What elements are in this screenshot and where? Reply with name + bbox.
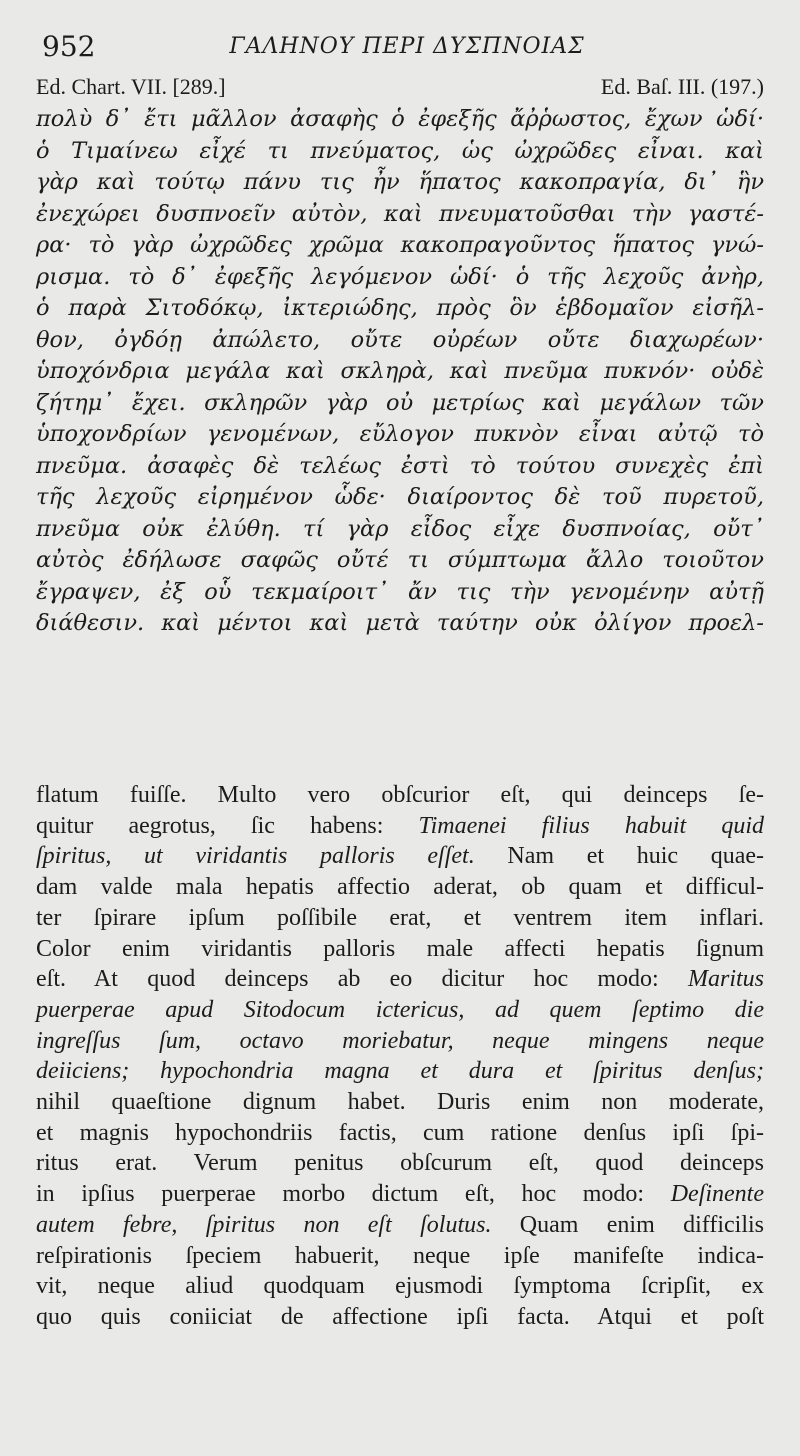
greek-line: ὑποχόνδρια μεγάλα καὶ σκληρὰ, καὶ πνεῦμα πυκνόν· οὐδὲ: [36, 358, 764, 384]
greek-line: ζήτημ᾽ ἔχει. σκληρῶν γὰρ οὐ μετρίως καὶ μεγάλων τῶν: [36, 389, 764, 416]
latin-line: [36, 1210, 764, 1241]
greek-line: ὁ παρὰ Σιτοδόκῳ, ἰκτεριώδης, πρὸς ὃν ἑβδομαῖον εἰσῆλ-: [36, 295, 764, 321]
latin-text: flatum fuiſſe. Multo vero obſcurior eſt, qui deinceps ſe-: [36, 782, 764, 808]
greek-line: πνεῦμα οὐκ ἐλύθη. τί γὰρ εἶδος εἶχε δυσπνοίας, οὔτ᾽: [36, 515, 764, 542]
latin-text: Nam et huic quae-: [474, 843, 765, 870]
latin-quotation: puerperae apud Sitodocum ictericus, ad quem ſeptimo die: [36, 996, 764, 1023]
latin-text: quo quis coniiciat de affectione ipſi facta. Atqui et poſt: [36, 1303, 764, 1330]
latin-quotation: ingreſſus ſum, octavo moriebatur, neque mingens neque: [36, 1027, 764, 1054]
latin-text: quitur aegrotus, ſic habens:: [36, 812, 419, 839]
latin-line: [36, 1179, 764, 1210]
latin-text: eſt. At quod deinceps ab eo dicitur hoc modo:: [36, 966, 688, 993]
greek-line: θον, ὀγδόῃ ἀπώλετο, οὔτε οὐρέων οὔτε διαχωρέων·: [36, 326, 764, 353]
latin-text: dam valde mala hepatis affectio aderat, ob quam et difficul-: [36, 874, 764, 901]
greek-line: ρα· τὸ γὰρ ὠχρῶδες χρῶμα κακοπραγοῦντος ἥπατος γνώ-: [36, 232, 764, 258]
latin-text: Quam enim difficilis: [491, 1211, 764, 1238]
latin-text: nihil quaeſtione dignum habet. Duris enim non moderate,: [36, 1089, 764, 1116]
latin-text: ritus erat. Verum penitus obſcurum eſt, quod deinceps: [36, 1150, 764, 1177]
latin-text-block: [36, 780, 764, 1333]
latin-text: vit, neque aliud quodquam ejusmodi ſymptoma ſcripſit, ex: [36, 1273, 764, 1300]
latin-line: [36, 903, 764, 934]
latin-quotation: Timaenei filius habuit quid: [418, 812, 765, 839]
edition-basel: Ed. Baſ. III. (197.): [600, 74, 764, 99]
edition-references: [36, 74, 764, 104]
latin-quotation: autem febre, ſpiritus non eſt ſolutus.: [36, 1211, 492, 1238]
latin-line: [36, 841, 764, 872]
latin-line: [36, 811, 764, 842]
latin-quotation: ſpiritus, ut viridantis palloris eſſet.: [36, 843, 475, 870]
greek-line: ὑποχονδρίων γενομένων, εὔλογον πυκνὸν εἶναι αὐτῷ τὸ: [36, 421, 764, 447]
greek-line: πνεῦμα. ἀσαφὲς δὲ τελέως ἐστὶ τὸ τούτου συνεχὲς ἐπὶ: [36, 452, 764, 479]
edition-chartier: Ed. Chart. VII. [289.]: [36, 74, 226, 99]
greek-line: διάθεσιν. καὶ μέντοι καὶ μετὰ ταύτην οὐκ ὀλίγον προελ-: [36, 610, 764, 636]
greek-line: αὐτὸς ἐδήλωσε σαφῶς οὔτέ τι σύμπτωμα ἄλλο τοιοῦτον: [36, 547, 764, 573]
greek-line: ὁ Τιμαίνεω εἶχέ τι πνεύματος, ὡς ὠχρῶδες εἶναι. καὶ: [36, 137, 764, 164]
greek-line: ἔγραψεν, ἐξ οὗ τεκμαίροιτ᾽ ἄν τις τὴν γενομένην αὐτῇ: [36, 578, 764, 605]
latin-line: [36, 1241, 764, 1272]
latin-line: [36, 995, 764, 1026]
latin-text: in ipſius puerperae morbo dictum eſt, hoc modo:: [36, 1181, 671, 1208]
latin-line: [36, 934, 764, 965]
greek-line: πολὺ δ᾽ ἔτι μᾶλλον ἀσαφὴς ὁ ἐφεξῆς ἄῤῥωστος, ἔχων ὡδί·: [36, 106, 764, 132]
latin-line: [36, 1148, 764, 1179]
latin-line: [36, 1271, 764, 1302]
latin-line: [36, 1087, 764, 1118]
latin-line: [36, 1056, 764, 1087]
running-title: ΓΑΛΗΝΟΥ ΠΕΡΙ ΔΥΣΠΝΟΙΑΣ: [229, 34, 585, 59]
greek-line: ἐνεχώρει δυσπνοεῖν αὐτὸν, καὶ πνευματοῦσθαι τὴν γαστέ-: [36, 200, 764, 227]
greek-line: τῆς λεχοῦς εἰρημένον ὧδε· διαίροντος δὲ τοῦ πυρετοῦ,: [36, 484, 764, 510]
page-header: [42, 30, 772, 70]
latin-text: reſpirationis ſpeciem habuerit, neque ipſe manifeſte indica-: [36, 1242, 764, 1269]
latin-quotation: Deſinente: [670, 1181, 764, 1208]
latin-quotation: Maritus: [687, 966, 764, 993]
latin-text: ter ſpirare ipſum poſſibile erat, et ventrem item inflari.: [36, 904, 764, 931]
latin-line: [36, 872, 764, 903]
greek-line: ρισμα. τὸ δ᾽ ἐφεξῆς λεγόμενον ὡδί· ὁ τῆς λεχοῦς ἀνὴρ,: [36, 263, 764, 290]
latin-line: [36, 780, 764, 811]
latin-line: [36, 964, 764, 995]
latin-text: Color enim viridantis palloris male affecti hepatis ſignum: [36, 935, 764, 962]
latin-line: [36, 1302, 764, 1333]
latin-quotation: deiiciens; hypochondria magna et dura et ſpiritus denſus;: [36, 1058, 764, 1085]
greek-line: γὰρ καὶ τούτῳ πάνυ τις ἦν ἥπατος κακοπραγία, δι᾽ ἣν: [36, 169, 764, 195]
page-number: 952: [42, 30, 96, 63]
latin-line: [36, 1118, 764, 1149]
greek-text-block: [36, 104, 764, 640]
latin-line: [36, 1026, 764, 1057]
latin-text: et magnis hypochondriis factis, cum ratione denſus ipſi ſpi-: [36, 1119, 764, 1146]
